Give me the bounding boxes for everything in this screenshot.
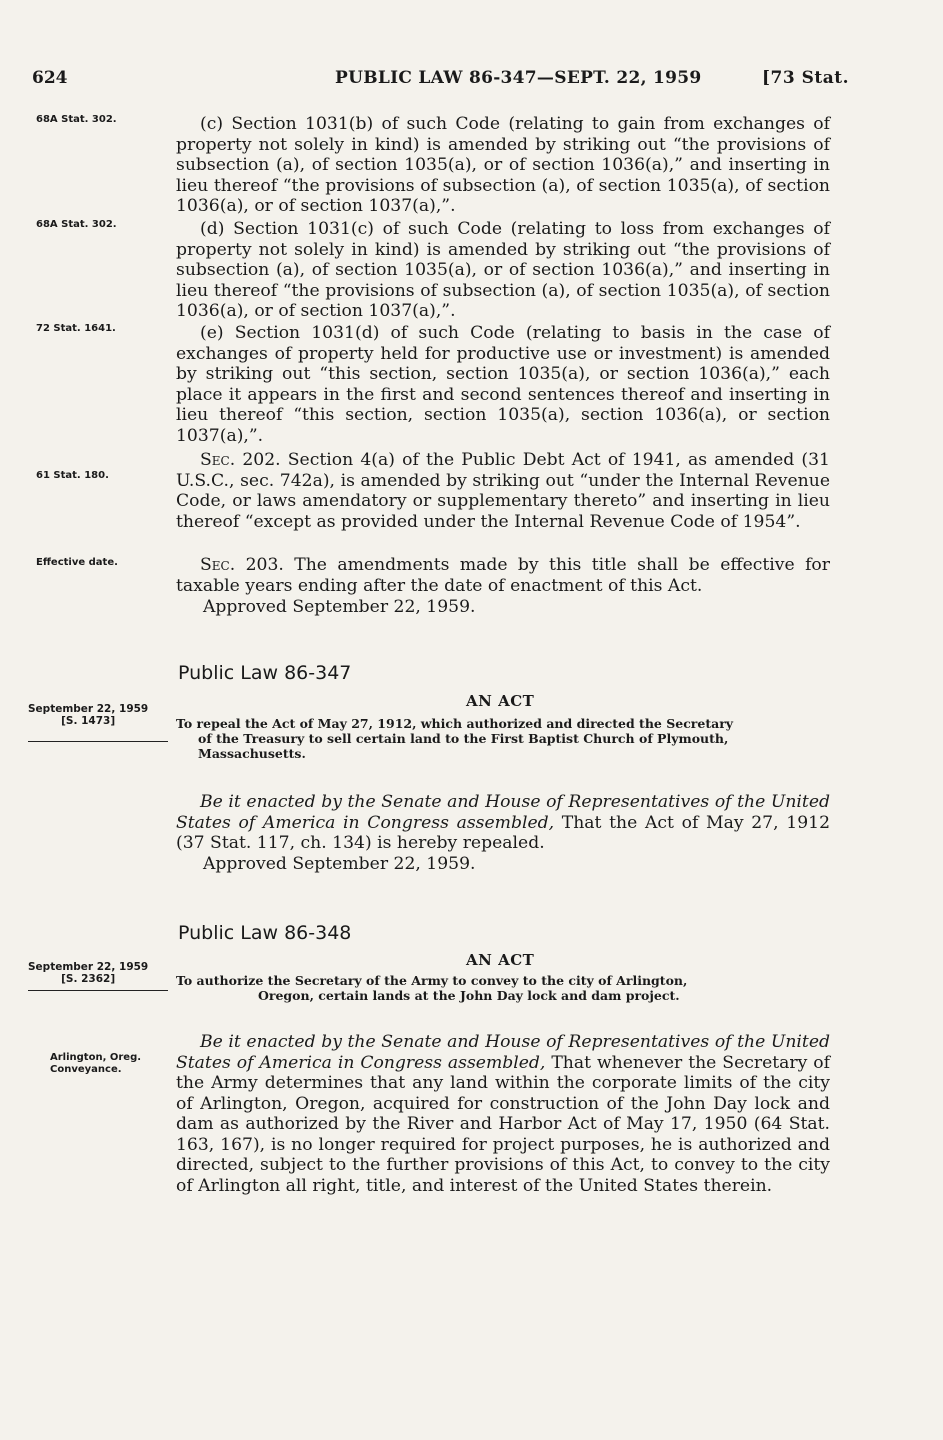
law-86-348-date-text: September 22, 1959: [28, 961, 149, 973]
law-86-348-enacting-clause: Be it enacted by the Senate and House of Representatives of the United States of America in Congress assembled,: [176, 1032, 830, 1073]
law-86-348-margin-rule: [28, 990, 168, 991]
margin-note-effective-date: Effective date.: [36, 557, 118, 568]
law-86-348-summary-line1: To authorize the Secretary of the Army to convey to the city of Arlington,: [176, 973, 688, 988]
law-86-348-summary-line2: Oregon, certain lands at the John Day lock and dam project.: [258, 988, 680, 1003]
law-86-348-summary: [176, 973, 836, 1003]
law-86-347-enacting-clause: Be it enacted by the Senate and House of Representatives of the United States of America in Congress assembled,: [176, 792, 830, 833]
law-86-348-enactment: [176, 1032, 830, 1196]
paragraph-e: (e) Section 1031(d) of such Code (relating to basis in the case of exchanges of property held for productive use or investment) is amended by striking out “this section, section 1035(a), or section 1036(a),” each place it appears in the first and second sentences thereof and inserting in lieu thereof “this section, section 1035(a), section 1036(a), or section 1037(a),”.: [176, 323, 830, 446]
section-203: [176, 555, 830, 596]
page-number: 624: [32, 68, 68, 88]
margin-note-4: 61 Stat. 180.: [36, 470, 109, 481]
law-86-348-title: Public Law 86-348: [178, 922, 352, 944]
margin-note-conveyance: Conveyance.: [50, 1064, 122, 1075]
section-203-label: Sec. 203.: [200, 555, 284, 575]
section-202-label: Sec. 202.: [200, 450, 281, 470]
paragraph-c: (c) Section 1031(b) of such Code (relating to gain from exchanges of property not solely in kind) is amended by striking out “the provisions of subsection (a), of section 1035(a), or of section 1036(a),” and inserting in lieu thereof “the provisions of subsection (a), of section 1035(a), of section 1036(a), or of section 1037(a),”.: [176, 114, 830, 216]
law-86-347-summary: [176, 716, 836, 761]
margin-note-3: 72 Stat. 1641.: [36, 323, 116, 334]
law-86-347-date-text: September 22, 1959: [28, 703, 149, 715]
running-head: PUBLIC LAW 86-347—SEPT. 22, 1959: [335, 68, 702, 88]
law-86-348-date: [28, 961, 148, 985]
margin-note-2: 68A Stat. 302.: [36, 219, 117, 230]
law-86-348-enact-text: That whenever the Secretary of the Army determines that any land within the corporate limits of the city of Arlington, Oregon, acquired for construction of the John Day lock and dam as authorized by the River and Harbor Act of May 17, 1950 (64 Stat. 163, 167), is no longer required for project purposes, he is authorized and directed, subject to the further provisions of this Act, to convey to the city of Arlington all right, title, and interest of the United States therein.: [176, 1052, 830, 1196]
section-202-text: Section 4(a) of the Public Debt Act of 1941, as amended (31 U.S.C., sec. 742a), is amended by striking out “under the Internal Revenue Code, or laws amendatory or supplementary thereto” and inserting in lieu thereof “except as provided under the Internal Revenue Code of 1954”.: [176, 450, 830, 532]
law-86-347-margin-rule: [28, 741, 168, 742]
law-86-348-bill-number: [S. 2362]: [61, 973, 116, 985]
paragraph-d: (d) Section 1031(c) of such Code (relating to loss from exchanges of property not solely in kind) is amended by striking out “the provisions of subsection (a), of section 1035(a), or of section 1036(a),” and inserting in lieu thereof “the provisions of subsection (a), of section 1035(a), of section 1036(a), or of section 1037(a),”.: [176, 219, 830, 321]
section-203-text: The amendments made by this title shall be effective for taxable years ending after the date of enactment of this Act.: [176, 555, 830, 596]
margin-note-arlington: Arlington, Oreg.: [50, 1052, 142, 1063]
section-202: [176, 450, 830, 532]
law-86-347-title: Public Law 86-347: [178, 662, 352, 684]
law-86-347-date: [28, 703, 148, 727]
margin-note-1: 68A Stat. 302.: [36, 114, 117, 125]
law-86-347-enact-text: That the Act of May 27, 1912 (37 Stat. 117, ch. 134) is hereby repealed.: [176, 812, 830, 853]
law-86-347-enactment: [176, 792, 830, 854]
law-86-347-summary-line1: To repeal the Act of May 27, 1912, which authorized and directed the Secretary: [176, 716, 734, 731]
law-86-347-act-heading: AN ACT: [466, 692, 535, 710]
law-86-348-act-heading: AN ACT: [466, 951, 535, 969]
law-86-347-summary-line2: of the Treasury to sell certain land to the First Baptist Church of Plymouth, Massachusetts.: [198, 731, 729, 761]
law-86-348-margin-notes: [50, 1052, 141, 1076]
volume-reference: [73 Stat.: [762, 68, 850, 88]
approved-date-1: Approved September 22, 1959.: [203, 597, 476, 617]
law-86-347-bill-number: [S. 1473]: [61, 715, 116, 727]
approved-date-2: Approved September 22, 1959.: [203, 854, 476, 874]
